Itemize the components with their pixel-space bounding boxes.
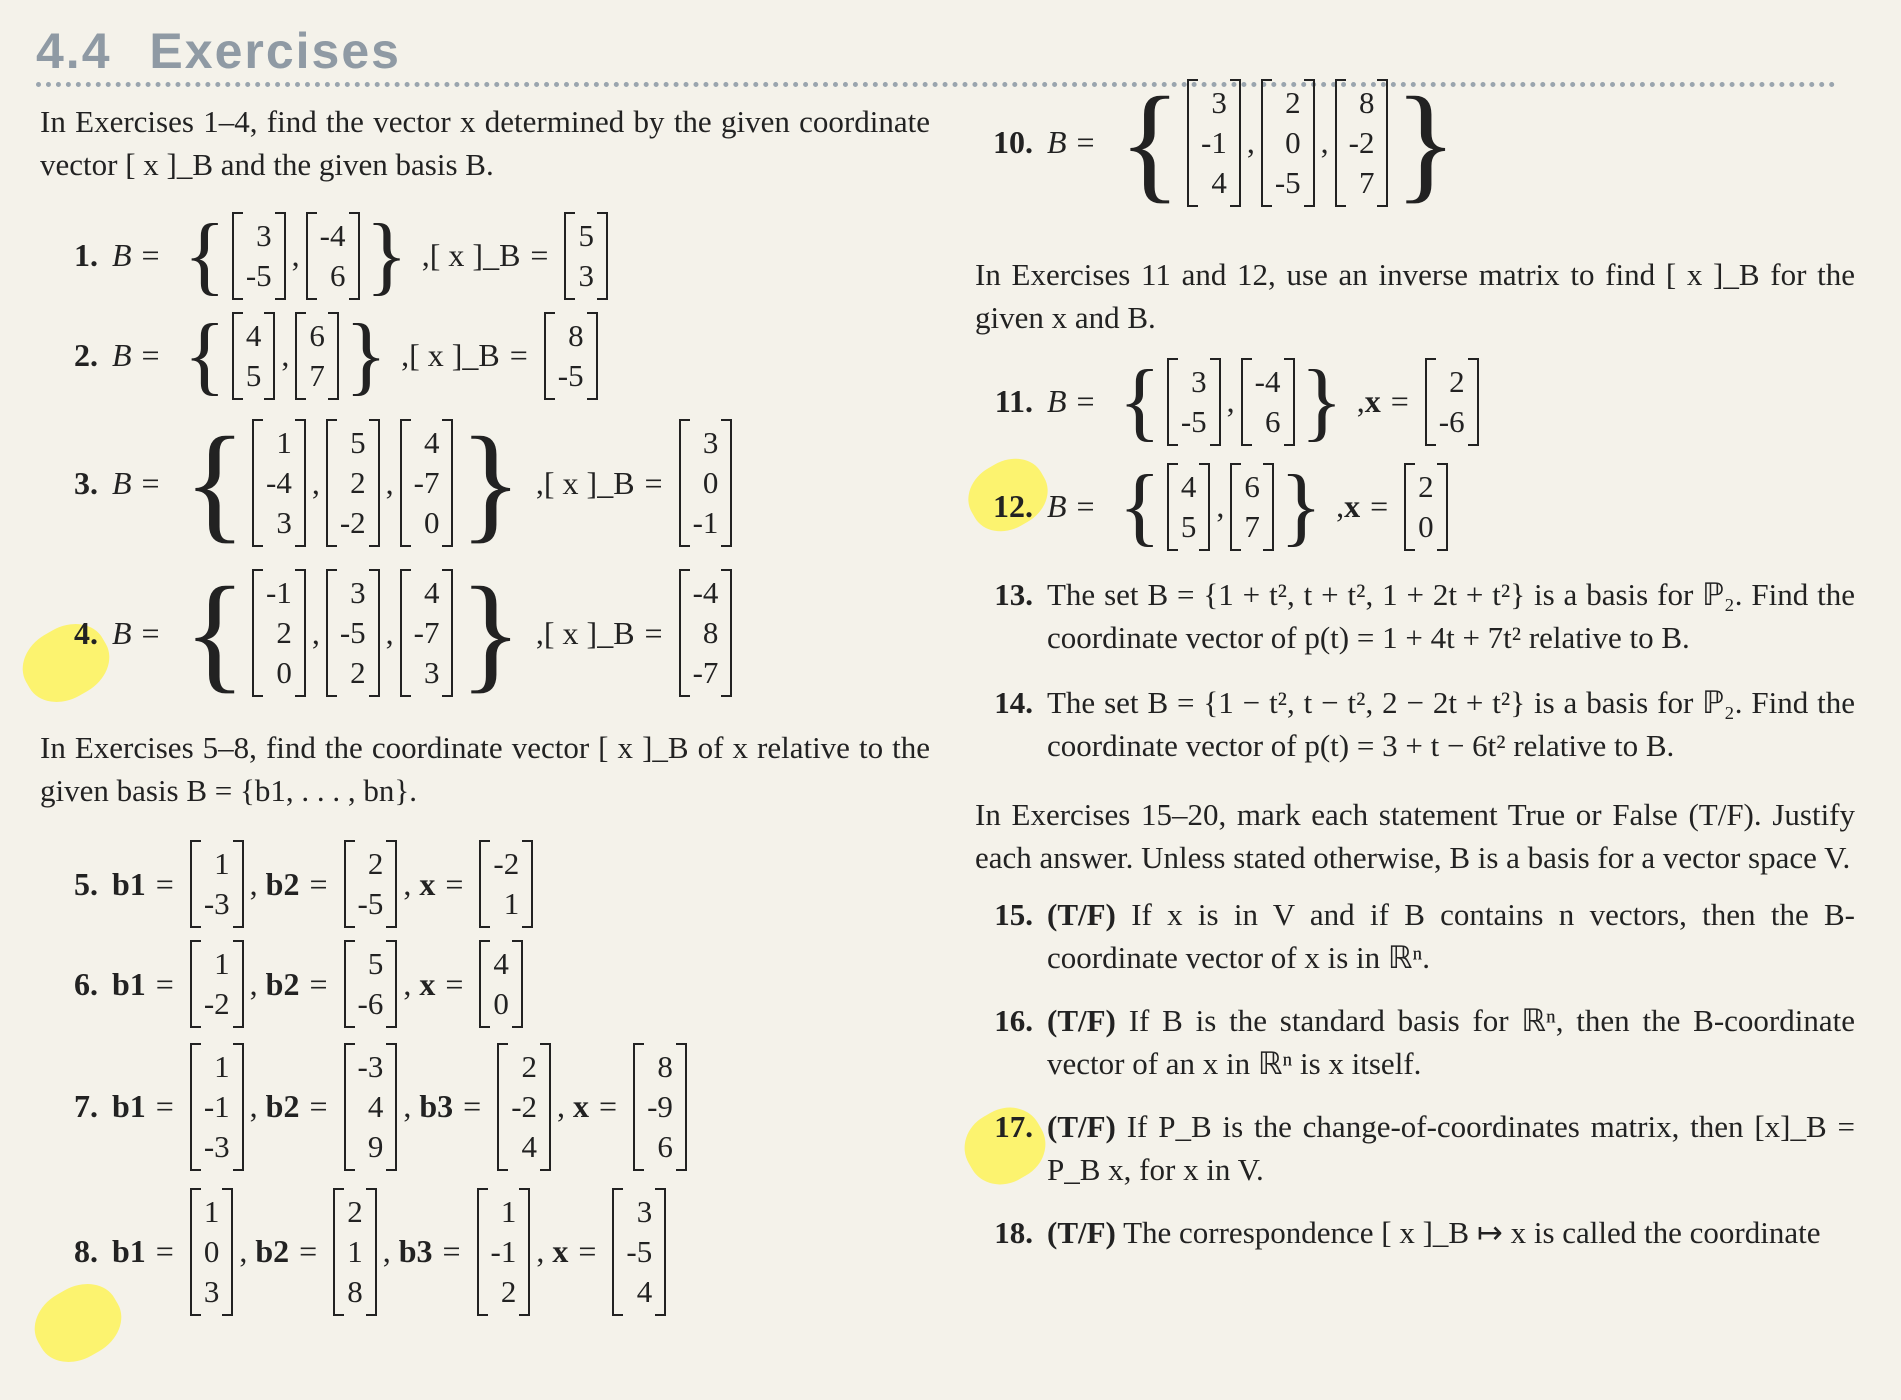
vector — [477, 1188, 531, 1316]
exercise-11: 11. B = { 3 -5 , -4 6 } , x = 2 -6 — [975, 349, 1855, 454]
set-brace: } — [365, 206, 408, 304]
vector-entry: -3 — [203, 886, 230, 921]
vector-entry: 8 — [702, 615, 719, 650]
vector-entry: -2 — [511, 1088, 538, 1124]
equals-sign: = — [1076, 488, 1095, 524]
basis-set: { 3 -5 , -4 6 } — [183, 206, 408, 304]
vector-entry: -7 — [413, 615, 440, 650]
vector-entry: 1 — [214, 846, 230, 881]
tf-label: (T/F) — [1047, 1109, 1116, 1144]
set-brace: } — [1394, 70, 1457, 215]
equals-sign: = — [299, 1233, 318, 1269]
exercise-5: 5. b1 = 1 -3 , b2 = 2 -5 , x = -2 1 — [40, 834, 930, 934]
vector-entry: -2 — [1348, 124, 1375, 160]
equals-sign: = — [1370, 488, 1389, 524]
set-brace: } — [459, 561, 522, 705]
vector-entry: 3 — [423, 655, 440, 690]
vector-entry: 8 — [568, 317, 584, 353]
vector-entry: -3 — [357, 1048, 384, 1084]
set-brace: } — [459, 411, 522, 555]
vector — [295, 312, 339, 400]
vector-entry: 4 — [636, 1273, 653, 1309]
vector — [333, 1188, 377, 1316]
vector-entry: 0 — [493, 986, 509, 1021]
exercise-text: If x is in V and if B contains n vectors, then the B-coordinate vector of x is in ℝⁿ. — [1047, 897, 1856, 975]
equals-sign: = — [155, 865, 174, 902]
vector-entry: 4 — [493, 946, 509, 981]
equals-sign: = — [309, 1088, 328, 1124]
vector-label: b1 — [112, 1088, 146, 1124]
vector-label: x — [573, 1088, 590, 1124]
vector-entry: 8 — [347, 1273, 363, 1309]
vector — [326, 569, 380, 697]
set-brace: { — [1118, 457, 1161, 555]
vector-entry: -5 — [626, 1233, 653, 1269]
vector-entry: 2 — [1418, 468, 1434, 504]
vector-entry: 3 — [1211, 84, 1227, 120]
vector-entry: 3 — [636, 1193, 653, 1229]
vector-label: b1 — [112, 965, 146, 1002]
vector-entry: -1 — [692, 505, 719, 540]
exercise-8: 8. b1 = 1 0 3 , b2 = 2 1 8 , b3 = 1 -1 2 , x = 3 -5 4 — [40, 1179, 930, 1324]
right-column — [975, 70, 1855, 1254]
vector-entry: -6 — [357, 986, 384, 1021]
exercise-4: 4. B = { -1 2 0 , 3 -5 2 , 4 -7 3 } , [ x ]_B = -4 8 -7 — [40, 558, 930, 708]
vector-entry: 1 — [347, 1233, 363, 1269]
vector-entry: 2 — [521, 1048, 538, 1084]
vector-entry: 7 — [1244, 508, 1260, 544]
exercise-text: If P_B is the change-of-coordinates matrix, then [x]_B = P_B x, for x in V. — [1047, 1109, 1855, 1187]
vector — [612, 1188, 666, 1316]
vector-entry: 5 — [578, 217, 594, 253]
section-title: Exercises — [149, 23, 401, 79]
intro-exercises-5-8: In Exercises 5–8, find the coordinate vector [ x ]_B of x relative to the given basis B = {b1, . . . , bn}. — [40, 730, 930, 808]
set-brace: { — [183, 561, 246, 705]
exercise-number: 10. — [993, 124, 1033, 160]
vector — [306, 212, 360, 300]
vector-entry: 4 — [521, 1128, 538, 1164]
exercise-number: 8. — [74, 1233, 98, 1269]
exercise-number: 7. — [74, 1088, 98, 1124]
vector-entry: 6 — [657, 1128, 673, 1164]
set-brace: } — [344, 306, 388, 404]
basis-set: { 4 5 , 6 7 } — [1118, 457, 1323, 555]
vector-entry: -5 — [1274, 164, 1301, 200]
vector — [679, 419, 733, 547]
vector-entry: -5 — [557, 357, 584, 393]
vector-entry: -2 — [493, 846, 520, 881]
vector — [252, 419, 306, 547]
vector-label: b1 — [112, 865, 146, 902]
intro-exercises-1-4: In Exercises 1–4, find the vector x determined by the given coordinate vector [ x ]_B and the given basis B. — [40, 104, 930, 182]
vector-entry: 5 — [367, 946, 384, 981]
vector-entry: 1 — [503, 886, 520, 921]
vector-entry: 0 — [702, 465, 719, 500]
exercise-17 — [975, 1105, 1855, 1191]
vector-label: b2 — [265, 865, 300, 902]
vector-entry: -4 — [1254, 363, 1281, 399]
basis-symbol: B — [1047, 488, 1067, 524]
basis-symbol: B — [112, 337, 132, 373]
vector — [1167, 463, 1211, 551]
vector-entry: -1 — [1201, 124, 1227, 160]
vector-entry: 1 — [500, 1193, 517, 1229]
vector-entry: 7 — [309, 357, 325, 393]
set-brace: } — [1279, 457, 1323, 555]
exercise-number: 15. — [994, 897, 1033, 932]
vector-entry: 1 — [276, 425, 292, 460]
vector — [1230, 463, 1274, 551]
vector-entry: 0 — [276, 655, 292, 690]
exercise-10 — [975, 70, 1855, 215]
vector — [344, 840, 398, 928]
exercise-number: 5. — [74, 865, 98, 902]
vector — [633, 1043, 687, 1171]
exercise-3: 3. B = { 1 -4 3 , 5 2 -2 , 4 -7 0 } , [ x ]_B = 3 0 -1 — [40, 408, 930, 558]
vector-entry: 5 — [350, 425, 366, 460]
vector-entry: 9 — [367, 1128, 384, 1164]
exercise-number: 12. — [993, 488, 1033, 524]
vector-entry: -4 — [319, 217, 346, 253]
vector-entry: 6 — [309, 317, 325, 353]
vector-entry: 4 — [423, 575, 440, 610]
exercise-text: The set B = {1 + t², t + t², 1 + 2t + t²} is a basis for ℙ₂. Find the coordinate vector of p(t) = 1 + 4t + 7t² relative to B. — [1047, 577, 1855, 655]
vector-entry: 2 — [500, 1273, 517, 1309]
vector-label: b3 — [419, 1088, 454, 1124]
equals-sign: = — [442, 1233, 461, 1269]
equals-sign: = — [155, 965, 174, 1002]
exercise-16 — [975, 999, 1855, 1085]
vector-entry: -5 — [1180, 403, 1207, 439]
equals-sign: = — [141, 337, 160, 373]
vector-entry: 0 — [423, 505, 440, 540]
coordinate-label: [ x ]_B — [429, 237, 521, 273]
vector-entry: 4 — [1211, 164, 1227, 200]
tf-label: (T/F) — [1047, 897, 1116, 932]
vector — [400, 569, 454, 697]
set-brace: { — [183, 306, 226, 404]
equals-sign: = — [309, 965, 328, 1002]
exercise-number: 4. — [74, 614, 98, 651]
set-brace: { — [1118, 352, 1161, 450]
equals-sign: = — [1076, 124, 1095, 160]
vector-label: x — [1344, 488, 1361, 524]
exercise-text: The correspondence [ x ]_B ↦ x is called the coordinate — [1123, 1215, 1821, 1250]
vector-entry: 4 — [423, 425, 440, 460]
exercise-number: 13. — [994, 577, 1033, 612]
equals-sign: = — [578, 1233, 597, 1269]
vector-entry: 7 — [1358, 164, 1375, 200]
equals-sign: = — [445, 965, 464, 1002]
vector-entry: -4 — [266, 465, 292, 500]
section-number: 4.4 — [36, 23, 112, 79]
vector-entry: -5 — [245, 257, 272, 293]
exercise-number: 14. — [994, 685, 1033, 720]
vector-entry: 2 — [347, 1193, 363, 1229]
vector-label: x — [419, 865, 436, 902]
basis-set: { 4 5 , 6 7 } — [183, 306, 388, 404]
exercise-15 — [975, 893, 1855, 979]
vector-entry: 2 — [350, 465, 366, 500]
vector-entry: 5 — [1180, 508, 1197, 544]
vector-entry: 1 — [214, 1048, 230, 1084]
basis-symbol: B — [112, 464, 132, 501]
vector-entry: 1 — [203, 1193, 220, 1229]
vector-entry: 2 — [276, 615, 292, 650]
vector-entry: -7 — [413, 465, 440, 500]
equals-sign: = — [1076, 383, 1095, 419]
vector-label: b2 — [265, 965, 300, 1002]
basis-set: { -1 2 0 , 3 -5 2 , 4 -7 3 } — [183, 561, 522, 705]
vector — [252, 569, 306, 697]
vector-entry: -9 — [647, 1088, 673, 1124]
vector-entry: 2 — [367, 846, 384, 881]
exercise-number: 3. — [74, 464, 98, 501]
left-column — [40, 100, 930, 1324]
exercise-18 — [975, 1211, 1855, 1254]
vector — [479, 840, 533, 928]
exercise-number: 18. — [994, 1215, 1033, 1250]
vector-entry: 3 — [256, 217, 272, 253]
equals-sign: = — [644, 614, 663, 651]
vector-entry: -5 — [357, 886, 384, 921]
equals-sign: = — [509, 337, 528, 373]
exercise-14 — [975, 681, 1855, 767]
vector-label: b1 — [112, 1233, 146, 1269]
exercise-number: 17. — [994, 1109, 1033, 1144]
vector-entry: -1 — [266, 575, 292, 610]
vector-entry: 3 — [350, 575, 366, 610]
equals-sign: = — [599, 1088, 618, 1124]
equals-sign: = — [445, 865, 464, 902]
basis-symbol: B — [1047, 124, 1067, 160]
vector-entry: -3 — [203, 1128, 230, 1164]
vector-label: x — [1364, 383, 1381, 419]
vector-label: b2 — [255, 1233, 290, 1269]
vector-entry: 6 — [1265, 403, 1281, 439]
vector — [190, 1188, 234, 1316]
vector-entry: 3 — [578, 257, 594, 293]
vector-entry: 8 — [657, 1048, 673, 1084]
basis-set: { 3 -5 , -4 6 } — [1118, 352, 1343, 450]
intro-exercises-15-20: In Exercises 15–20, mark each statement True or False (T/F). Justify each answer. Unless stated otherwise, B is a basis for a vector space V. — [975, 797, 1855, 875]
coordinate-label: [ x ]_B — [543, 614, 635, 651]
vector-entry: 3 — [203, 1273, 220, 1309]
vector-entry: -2 — [203, 986, 230, 1021]
exercise-13 — [975, 573, 1855, 659]
vector-entry: 6 — [330, 257, 346, 293]
vector — [190, 1043, 244, 1171]
basis-set: { 3 -1 4 , 2 0 -5 , 8 -2 7 } — [1118, 70, 1457, 215]
exercise-2: 2. B = { 4 5 , 6 7 } , [ x ]_B = 8 -5 — [40, 303, 930, 408]
vector — [344, 940, 398, 1028]
coordinate-label: [ x ]_B — [543, 464, 635, 501]
equals-sign: = — [644, 464, 663, 501]
section-heading — [36, 22, 401, 80]
vector-entry: 3 — [702, 425, 719, 460]
vector-label: b3 — [398, 1233, 433, 1269]
vector-entry: 1 — [214, 946, 230, 981]
vector — [479, 940, 523, 1028]
equals-sign: = — [309, 865, 328, 902]
vector — [326, 419, 380, 547]
exercise-number: 1. — [74, 237, 98, 273]
exercise-number: 2. — [74, 337, 98, 373]
vector-entry: 8 — [1358, 84, 1375, 120]
basis-symbol: B — [112, 614, 132, 651]
vector-entry: -4 — [692, 575, 719, 610]
vector-label: x — [552, 1233, 569, 1269]
vector-entry: -2 — [339, 505, 366, 540]
set-brace: { — [1118, 70, 1181, 215]
basis-symbol: B — [1047, 383, 1067, 419]
exercise-number: 11. — [994, 383, 1033, 419]
vector-entry: 2 — [1285, 84, 1301, 120]
vector-entry: 2 — [350, 655, 366, 690]
vector — [564, 212, 608, 300]
vector — [190, 940, 244, 1028]
vector-entry: 2 — [1449, 363, 1465, 399]
exercise-6: 6. b1 = 1 -2 , b2 = 5 -6 , x = 4 0 — [40, 934, 930, 1034]
vector-entry: 4 — [245, 317, 262, 353]
vector-entry: 4 — [1180, 468, 1197, 504]
equals-sign: = — [155, 1233, 174, 1269]
vector-entry: -1 — [203, 1088, 230, 1124]
exercise-7: 7. b1 = 1 -1 -3 , b2 = -3 4 9 , b3 = 2 -2 4 , x = 8 -9 6 — [40, 1034, 930, 1179]
vector — [1261, 79, 1315, 207]
set-brace: } — [1300, 352, 1343, 450]
vector — [1425, 358, 1479, 446]
set-brace: { — [183, 206, 226, 304]
vector — [232, 312, 276, 400]
equals-sign: = — [1390, 383, 1409, 419]
vector — [497, 1043, 551, 1171]
equals-sign: = — [141, 614, 160, 651]
vector — [400, 419, 454, 547]
vector — [190, 840, 244, 928]
vector-entry: -5 — [339, 615, 366, 650]
vector-entry: 0 — [203, 1233, 220, 1269]
vector — [1167, 358, 1221, 446]
tf-label: (T/F) — [1047, 1003, 1116, 1038]
vector-entry: 0 — [1285, 124, 1301, 160]
vector — [544, 312, 598, 400]
tf-label: (T/F) — [1047, 1215, 1116, 1250]
vector — [1241, 358, 1295, 446]
vector — [1404, 463, 1448, 551]
exercise-number: 6. — [74, 965, 98, 1002]
exercise-text: If B is the standard basis for ℝⁿ, then the B-coordinate vector of an x in ℝⁿ is x itself. — [1047, 1003, 1855, 1081]
vector-entry: 3 — [1191, 363, 1207, 399]
vector-label: b2 — [265, 1088, 300, 1124]
basis-symbol: B — [112, 237, 132, 273]
equals-sign: = — [530, 237, 549, 273]
equals-sign: = — [141, 237, 160, 273]
equals-sign: = — [141, 464, 160, 501]
vector — [344, 1043, 398, 1171]
vector-entry: 5 — [245, 357, 262, 393]
vector — [679, 569, 733, 697]
vector-entry: 0 — [1418, 508, 1434, 544]
vector — [232, 212, 286, 300]
vector-label: x — [419, 965, 436, 1002]
vector-entry: 3 — [276, 505, 292, 540]
vector-entry: -1 — [490, 1233, 517, 1269]
exercise-12: 12. B = { 4 5 , 6 7 } , x = 2 0 — [975, 454, 1855, 559]
exercise-text: The set B = {1 − t², t − t², 2 − 2t + t²} is a basis for ℙ₂. Find the coordinate vector of p(t) = 3 + t − 6t² relative to B. — [1047, 685, 1855, 763]
exercise-1: 1. B = { 3 -5 , -4 6 } , [ x ]_B = 5 3 — [40, 208, 930, 303]
equals-sign: = — [155, 1088, 174, 1124]
vector-entry: -7 — [692, 655, 719, 690]
vector — [1187, 79, 1241, 207]
intro-exercises-11-12: In Exercises 11 and 12, use an inverse matrix to find [ x ]_B for the given x and B. — [975, 257, 1855, 335]
coordinate-label: [ x ]_B — [409, 337, 500, 373]
exercise-number: 16. — [994, 1003, 1033, 1038]
vector-entry: 4 — [367, 1088, 384, 1124]
vector-entry: -6 — [1438, 403, 1465, 439]
vector — [1335, 79, 1389, 207]
set-brace: { — [183, 411, 246, 555]
vector-entry: 6 — [1244, 468, 1260, 504]
equals-sign: = — [463, 1088, 482, 1124]
basis-set: { 1 -4 3 , 5 2 -2 , 4 -7 0 } — [183, 411, 522, 555]
